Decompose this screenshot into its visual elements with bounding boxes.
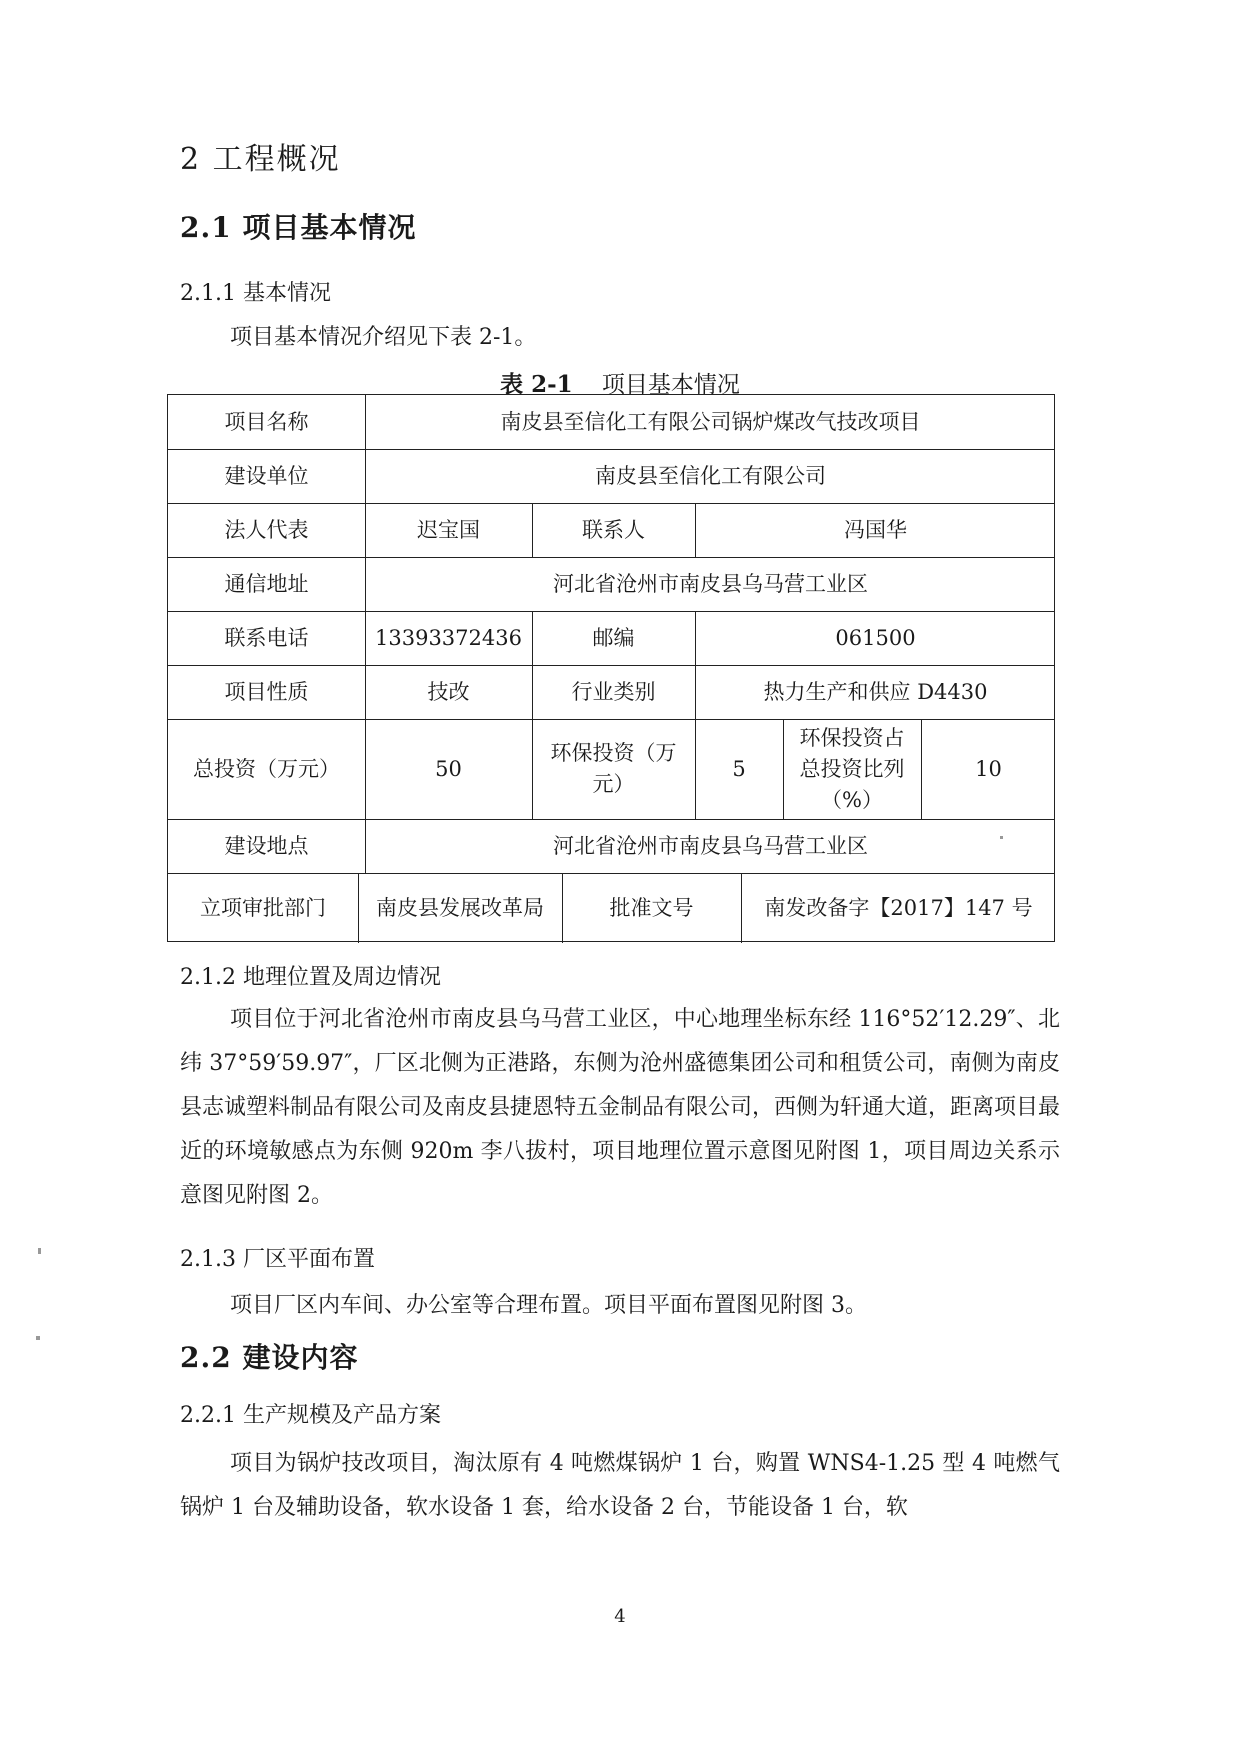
cell-address-label: 通信地址 [224,571,309,596]
cell-env-investment-label: 环保投资（万元） [550,741,677,796]
cell-site: 河北省沧州市南皮县乌马营工业区 [553,833,868,858]
table-caption-number: 表 2-1 [500,371,573,398]
page-number: 4 [614,1606,626,1627]
cell-industry: 热力生产和供应 D4430 [763,679,988,704]
cell-approval-dept: 南皮县发展改革局 [376,895,544,920]
cell-env-ratio-label: 环保投资占总投资比列（%） [799,725,905,812]
cell-phone-label: 联系电话 [224,625,309,650]
subsection-2-1-2-text: 项目位于河北省沧州市南皮县乌马营工业区，中心地理坐标东经 116°52′12.29″、北纬 37°59′59.97″，厂区北侧为正港路，东侧为沧州盛德集团公司和租赁公司，南侧为南皮县志诚塑料制品有限公司及南皮县捷恩特五金制品有限公司，西侧为轩通大道，距离项目最近的环境敏感点为东侧 920m 李八拔村，项目地理位置示意图见附图 1，项目周边关系示意图见附图 2。 [180,1007,1061,1208]
table-caption-title: 项目基本情况 [601,372,740,398]
cell-address: 河北省沧州市南皮县乌马营工业区 [553,571,868,596]
section-2-1-title: 2.1 项目基本情况 [180,211,417,244]
cell-project-name: 南皮县至信化工有限公司锅炉煤改气技改项目 [500,409,921,434]
cell-env-ratio: 10 [975,756,1002,781]
cell-legal-rep-label: 法人代表 [224,517,309,542]
cell-env-investment: 5 [732,756,746,781]
chapter-title: 2 工程概况 [180,142,341,177]
cell-project-name-label: 项目名称 [224,409,309,434]
cell-industry-label: 行业类别 [571,679,656,704]
cell-nature-label: 项目性质 [224,679,309,704]
subsection-2-1-1-title: 2.1.1 基本情况 [180,281,331,306]
subsection-2-1-3-title: 2.1.3 厂区平面布置 [180,1247,375,1272]
cell-approval-dept-label: 立项审批部门 [200,895,326,920]
cell-phone: 13393372436 [375,625,522,650]
cell-postcode: 061500 [835,625,916,650]
subsection-2-2-1-title: 2.2.1 生产规模及产品方案 [180,1403,441,1428]
cell-total-investment: 50 [435,756,462,781]
project-info-table [167,394,1055,942]
subsection-2-1-2-title: 2.1.2 地理位置及周边情况 [180,965,441,990]
cell-postcode-label: 邮编 [592,625,635,650]
cell-legal-rep: 迟宝国 [417,517,480,542]
section-2-2-title: 2.2 建设内容 [180,1341,359,1374]
cell-approval-no: 南发改备字【2017】147 号 [764,895,1033,920]
cell-contact: 冯国华 [844,517,907,542]
scan-speck [36,1336,40,1340]
cell-contact-label: 联系人 [582,517,645,542]
cell-site-label: 建设地点 [224,833,309,858]
scan-speck [1000,836,1003,839]
cell-total-investment-label: 总投资（万元） [193,756,340,781]
cell-approval-no-label: 批准文号 [609,895,694,920]
cell-builder: 南皮县至信化工有限公司 [595,463,826,488]
cell-nature: 技改 [427,679,470,704]
subsection-2-2-1-text: 项目为锅炉技改项目，淘汰原有 4 吨燃煤锅炉 1 台，购置 WNS4-1.25 型 4 吨燃气锅炉 1 台及辅助设备，软水设备 1 套，给水设备 2 台，节能设备 1 台，软 [180,1451,1060,1520]
cell-builder-label: 建设单位 [224,463,309,488]
scan-speck [38,1248,41,1254]
subsection-2-1-3-text: 项目厂区内车间、办公室等合理布置。项目平面布置图见附图 3。 [230,1293,867,1318]
subsection-2-1-1-text: 项目基本情况介绍见下表 2-1。 [230,325,537,350]
